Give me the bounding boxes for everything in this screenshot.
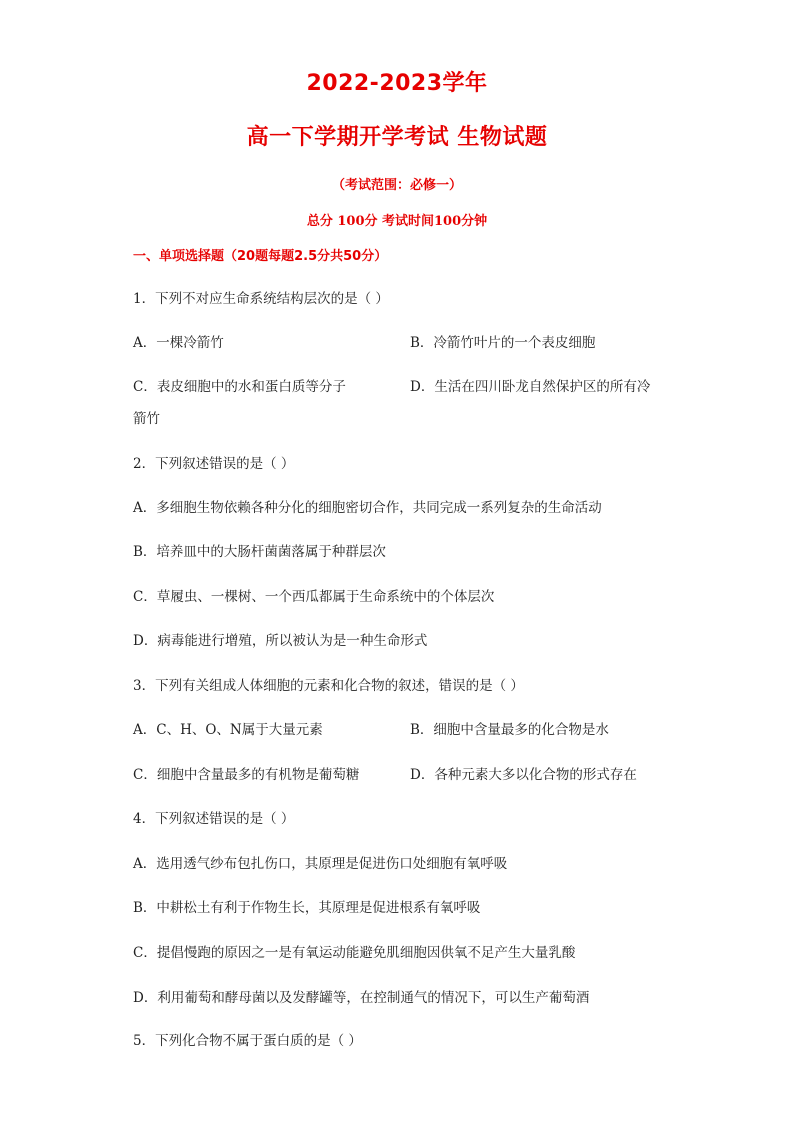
question-2-option-b: B．培养皿中的大肠杆菌菌落属于种群层次: [133, 544, 386, 560]
question-5-stem: 5．下列化合物不属于蛋白质的是（ ）: [133, 1033, 362, 1049]
question-1-option-d: D．生活在四川卧龙自然保护区的所有冷: [410, 379, 651, 395]
question-1-option-b: B．冷箭竹叶片的一个表皮细胞: [410, 335, 596, 351]
exam-year-title: 2022-2023学年: [306, 71, 488, 96]
question-3-option-a: A．C、H、O、N属于大量元素: [133, 722, 323, 738]
question-4-option-d: D．利用葡萄和酵母菌以及发酵罐等，在控制通气的情况下，可以生产葡萄酒: [133, 990, 590, 1006]
question-3-stem: 3．下列有关组成人体细胞的元素和化合物的叙述，错误的是（ ）: [133, 678, 524, 694]
question-3-option-b: B．细胞中含量最多的化合物是水: [410, 722, 609, 738]
question-2-option-d: D．病毒能进行增殖，所以被认为是一种生命形式: [133, 633, 428, 649]
question-4-stem: 4．下列叙述错误的是（ ）: [133, 811, 295, 827]
exam-scope: （考试范围：必修一）: [331, 178, 462, 193]
exam-subject-title: 高一下学期开学考试 生物试题: [246, 125, 548, 150]
question-1-option-d-continued: 箭竹: [133, 411, 160, 427]
exam-score-time: 总分 100分 考试时间100分钟: [306, 214, 488, 229]
question-3-option-c: C．细胞中含量最多的有机物是葡萄糖: [133, 767, 360, 783]
question-2-option-c: C．草履虫、一棵树、一个西瓜都属于生命系统中的个体层次: [133, 589, 495, 605]
section-heading: 一、单项选择题（20题每题2.5分共50分）: [133, 249, 388, 264]
question-1-option-a: A．一棵冷箭竹: [133, 335, 224, 351]
question-2-stem: 2．下列叙述错误的是（ ）: [133, 456, 295, 472]
question-1-option-c: C．表皮细胞中的水和蛋白质等分子: [133, 379, 346, 395]
question-1-stem: 1．下列不对应生命系统结构层次的是（ ）: [133, 291, 389, 307]
question-2-option-a: A．多细胞生物依赖各种分化的细胞密切合作，共同完成一系列复杂的生命活动: [133, 500, 602, 516]
question-4-option-c: C．提倡慢跑的原因之一是有氧运动能避免肌细胞因供氧不足产生大量乳酸: [133, 945, 576, 961]
question-4-option-a: A．选用透气纱布包扎伤口，其原理是促进伤口处细胞有氧呼吸: [133, 856, 508, 872]
question-4-option-b: B．中耕松土有利于作物生长，其原理是促进根系有氧呼吸: [133, 900, 481, 916]
question-3-option-d: D．各种元素大多以化合物的形式存在: [410, 767, 637, 783]
